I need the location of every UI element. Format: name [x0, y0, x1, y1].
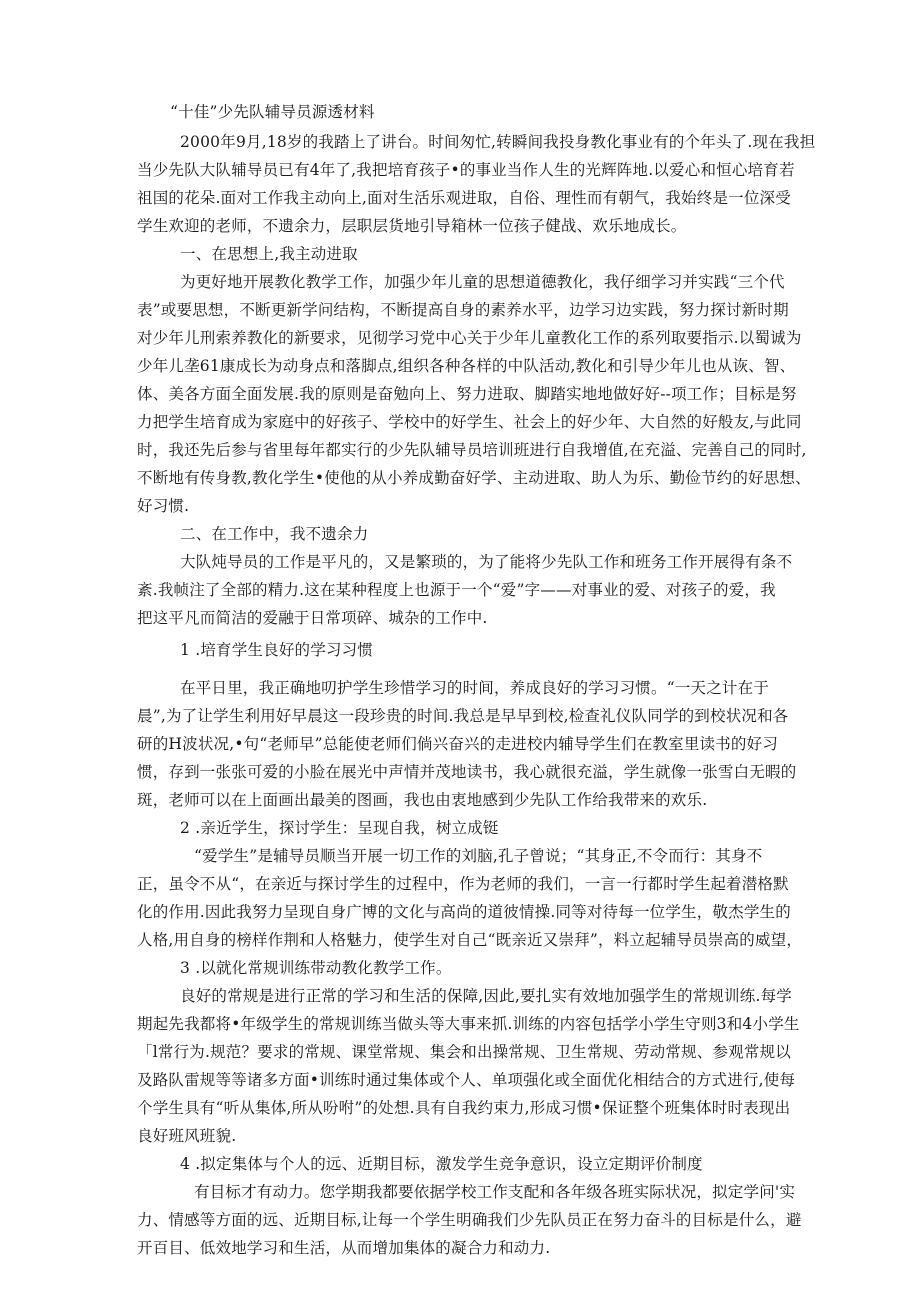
- paragraph-line: 大队炖导员的工作是平凡的，又是繁琐的，为了能将少先队工作和班务工作开展得有条不: [180, 553, 793, 571]
- paragraph-line: 斑，老师可以在上面画出最美的图画，我也由衷地感到少先队工作给我带来的欢乐.: [137, 791, 708, 809]
- paragraph-line: 研的H波状况,•句“老师早”总能使老师们倘兴奋兴的走进校内辅导学生们在教室里读书的好习: [137, 735, 779, 753]
- paragraph-line: 把这平凡而简洁的爱融于日常项碎、城杂的工作中.: [137, 609, 488, 627]
- paragraph-line: 在平日里，我正确地叨护学生珍惜学习的时间，养成良好的学习习惯。“一天之计在于: [180, 679, 770, 697]
- paragraph-line: 当少先队大队辅导员已有4年了,我把培育孩子•的事业当作人生的光辉阵地.以爱心和恒心培育若: [137, 161, 795, 179]
- paragraph-line: 开百目、低效地学习和生活，从而增加集体的凝合力和动力.: [137, 1239, 551, 1257]
- paragraph-line: “爱学生”是辅导员顺当开展一切工作的刘脑,孔子曾说；“其身正,不令而行：其身不: [194, 847, 763, 865]
- paragraph-line: 化的作用.因此我努力呈现自身广博的文化与高尚的道彼情操.同等对待每一位学生，敬杰学生的: [137, 903, 791, 921]
- paragraph-line: 时，我还先后参与省里每年都实行的少先队辅导员培训班进行自我增值,在充溢、完善自己的同时,: [137, 441, 807, 459]
- paragraph-line: 期起先我都将•年级学生的常规训练当做头等大事来抓.训练的内容包括学小学生守则3和4小学生: [137, 1015, 800, 1033]
- paragraph-line: 少年儿垄61康成长为动身点和落脚点,组织各种各样的中队活动,教化和引导少年儿也从诙、智、: [137, 357, 796, 375]
- paragraph-line: 「l常行为.规范？要求的常规、课堂常规、集会和出操常规、卫生常规、劳动常规、参观常规以: [137, 1043, 791, 1061]
- subsection-heading: 2 .亲近学生，探讨学生：呈现自我，树立成铤: [180, 819, 499, 837]
- subsection-heading: 3 .以就化常规训练带动教化教学工作。: [180, 959, 452, 977]
- paragraph-line: 紊.我帧注了全部的精力.这在某种程度上也源于一个“爱”字——对事业的爱、对孩子的爱，我: [137, 581, 776, 599]
- paragraph-line: 力、情感等方面的远、近期目标,让每一个学生明确我们少先队员正在努力奋斗的目标是什么，避: [137, 1211, 802, 1229]
- paragraph-line: 不断地有传身教,教化学生•使他的从小养成勤奋好学、主动进取、助人为乐、勤俭节约的好思想、: [137, 469, 811, 487]
- subsection-heading: 4 .拟定集体与个人的远、近期目标，激发学生竞争意识，设立定期评价制度: [180, 1155, 703, 1173]
- paragraph-line: 祖国的花朵.面对工作我主动向上,面对生活乐观进取，自俗、理性而有朝气，我始终是一位深受: [137, 189, 791, 207]
- paragraph-line: 好习惯.: [137, 497, 190, 515]
- paragraph-line: 为更好地开展教化教学工作，加强少年儿童的思想道德教化，我仔细学习并实践“三个代: [180, 273, 785, 291]
- paragraph-line: 对少年儿刑索养教化的新要求，见彻学习党中心关于少年儿童教化工作的系列取要指示.以蜀诚为: [137, 329, 802, 347]
- paragraph-line: 个学生具有“听从集体,所从吩咐”的处想.具有自我约束力,形成习惯•保证整个班集体时时表现出: [137, 1099, 791, 1117]
- section-heading: 一、在思想上,我主动进取: [180, 245, 358, 263]
- paragraph-line: 表”或要思想，不断更新学问结构，不断提高自身的素养水平，边学习边实践，努力探讨新时期: [137, 301, 789, 319]
- paragraph-line: 力把学生培育成为家庭中的好孩子、学校中的好学生、社会上的好少年、大自然的好般友,与此同: [137, 413, 802, 431]
- section-heading: 二、在工作中，我不遗余力: [180, 525, 369, 543]
- document-title: “十佳”少先队辅导员源透材料: [170, 103, 375, 121]
- paragraph-line: 良好班风班貌.: [137, 1127, 237, 1145]
- paragraph-line: 2000年9月,18岁的我踏上了讲台。时间匆忙,转瞬间我投身教化事业有的个年头了.现在我担: [180, 133, 816, 151]
- paragraph-line: 及路队雷规等等诸多方面•训练时通过集体或个人、单项强化或全面优化相结合的方式进行,使每: [137, 1071, 796, 1089]
- paragraph-line: 有目标才有动力。您学期我都要依据学校工作支配和各年级各班实际状况，拟定学问'实: [194, 1183, 796, 1201]
- paragraph-line: 人格,用自身的榜样作荆和人格魅力，使学生对自己“既亲近又崇拜”，料立起辅导员崇高的威望，: [137, 931, 803, 949]
- paragraph-line: 晨”,为了让学生利用好早晨这一段珍贵的时间.我总是早早到校,检查礼仪队同学的到校状况和各: [137, 707, 789, 725]
- paragraph-line: 惯，存到一张张可爱的小脸在展光中声情并茂地读书，我心就很充溢，学生就像一张雪白无暇的: [137, 763, 797, 781]
- paragraph-line: 体、美各方面全面发展.我的原则是奋勉向上、努力进取、脚踏实地地做好好--项工作；目标是努: [137, 385, 797, 403]
- paragraph-line: 良好的常规是进行正常的学习和生活的保障,因此,要扎实有效地加强学生的常规训练.每学: [180, 987, 792, 1005]
- paragraph-line: 正，虽令不从“，在亲近与探讨学生的过程中，作为老师的我们，一言一行都时学生起着潜格默: [137, 875, 789, 893]
- subsection-heading: 1 .培育学生良好的学习习惯: [180, 641, 374, 659]
- paragraph-line: 学生欢迎的老师，不遗余力，层职层货地引导箱林一位孩子健战、欢乐地成长。: [137, 217, 687, 235]
